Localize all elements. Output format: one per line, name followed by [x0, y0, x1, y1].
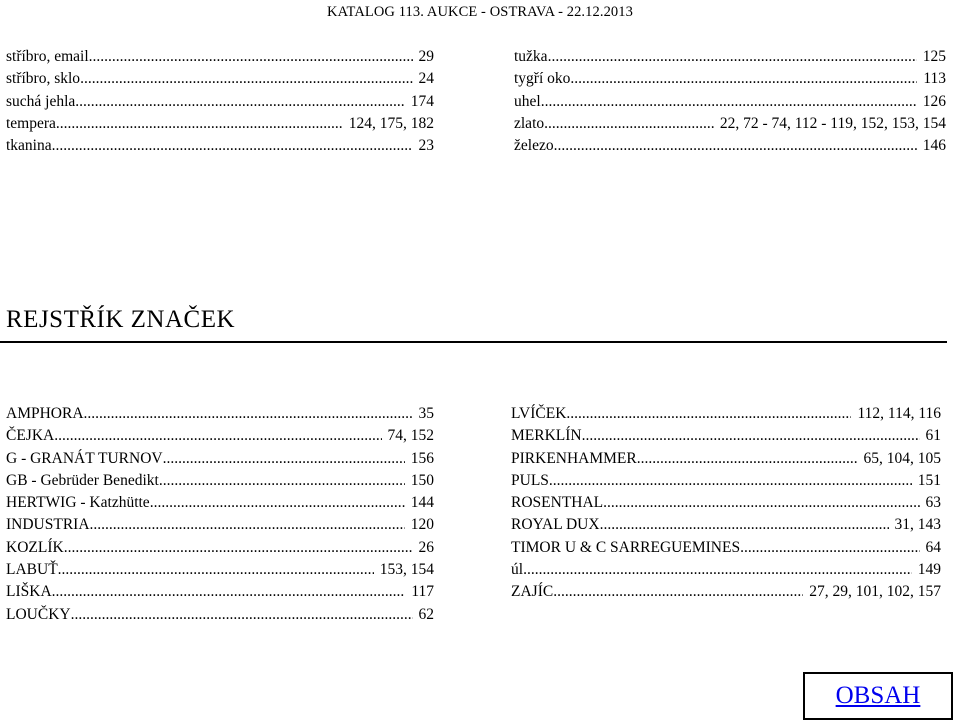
- index-entry: [511, 537, 941, 559]
- entry-term: železo: [514, 137, 554, 155]
- contents-link[interactable]: OBSAH: [835, 682, 921, 709]
- index-entry: [6, 581, 434, 603]
- entry-pages: 144: [410, 494, 434, 512]
- entry-pages: 35: [418, 405, 434, 422]
- dot-leader: [566, 403, 851, 425]
- index-entry: [514, 91, 946, 113]
- entry-pages: 150: [410, 471, 434, 489]
- index-entry: [514, 68, 946, 90]
- dot-leader: [637, 448, 858, 470]
- entry-pages: 126: [922, 92, 946, 110]
- dot-leader: [52, 581, 406, 603]
- entry-term: ROSENTHAL: [511, 494, 604, 512]
- entry-term: stříbro, email: [6, 48, 89, 65]
- index-entry: [6, 448, 434, 470]
- index-entry: [514, 135, 946, 157]
- entry-term: ČEJKA: [6, 427, 55, 445]
- entry-pages: 24: [418, 70, 434, 88]
- entry-pages: 63: [925, 494, 941, 512]
- dot-leader: [71, 604, 413, 626]
- dot-leader: [90, 514, 405, 536]
- entry-term: LVÍČEK: [511, 405, 567, 422]
- brands-column-right: [511, 403, 941, 604]
- entry-pages: 22, 72 - 74, 112 - 119, 152, 153, 154: [719, 114, 946, 132]
- entry-term: ROYAL DUX: [511, 516, 600, 534]
- catalog-header: KATALOG 113. AUKCE - OSTRAVA - 22.12.2013: [327, 4, 633, 20]
- entry-term: LIŠKA: [6, 583, 52, 601]
- dot-leader: [554, 135, 917, 157]
- entry-pages: 31, 143: [894, 516, 941, 534]
- entry-term: tkanina: [6, 137, 52, 155]
- index-entry: [511, 470, 941, 492]
- entry-pages: 29: [418, 48, 434, 65]
- section-divider: [0, 341, 947, 343]
- entry-pages: 151: [917, 471, 941, 489]
- entry-term: G - GRANÁT TURNOV: [6, 449, 163, 467]
- index-entry: [511, 514, 941, 536]
- entry-term: GB - Gebrüder Benedikt: [6, 471, 159, 489]
- entry-term: PULS: [511, 471, 549, 489]
- entry-term: úl: [511, 561, 524, 579]
- index-entry: [511, 425, 941, 447]
- entry-term: KOZLÍK: [6, 538, 64, 556]
- index-entry: [6, 91, 434, 113]
- entry-term: tempera: [6, 114, 56, 132]
- entry-term: zlato: [514, 114, 545, 132]
- entry-pages: 153, 154: [379, 561, 434, 579]
- dot-leader: [544, 113, 714, 135]
- dot-leader: [84, 403, 413, 425]
- index-entry: [514, 113, 946, 135]
- index-entry: [6, 559, 434, 581]
- dot-leader: [523, 559, 912, 581]
- dot-leader: [541, 91, 917, 113]
- entry-pages: 27, 29, 101, 102, 157: [809, 583, 941, 601]
- entry-term: ZAJÍC: [511, 583, 554, 601]
- index-entry: [6, 470, 434, 492]
- index-entry: [511, 403, 941, 425]
- dot-leader: [159, 470, 405, 492]
- materials-column-right: [514, 46, 946, 157]
- entry-pages: 125: [922, 48, 946, 65]
- index-entry: [6, 514, 434, 536]
- entry-term: MERKLÍN: [511, 427, 582, 445]
- index-entry: [511, 581, 941, 603]
- entry-pages: 117: [411, 583, 434, 601]
- dot-leader: [58, 559, 374, 581]
- dot-leader: [603, 492, 919, 514]
- entry-pages: 64: [925, 538, 941, 556]
- contents-link-box: [803, 672, 953, 720]
- entry-term: uhel: [514, 92, 541, 110]
- index-entry: [511, 448, 941, 470]
- entry-term: HERTWIG - Katzhütte: [6, 494, 150, 512]
- entry-pages: 65, 104, 105: [863, 449, 941, 467]
- index-entry: [6, 403, 434, 425]
- index-entry: [6, 113, 434, 135]
- entry-pages: 120: [410, 516, 434, 534]
- index-entry: [514, 46, 946, 68]
- dot-leader: [600, 514, 889, 536]
- index-entry: [6, 604, 434, 626]
- entry-pages: 26: [418, 538, 434, 556]
- entry-pages: 61: [925, 427, 941, 445]
- entry-term: INDUSTRIA: [6, 516, 90, 534]
- index-entry: [6, 46, 434, 68]
- dot-leader: [570, 68, 917, 90]
- entry-pages: 23: [418, 137, 434, 155]
- entry-pages: 113: [923, 70, 946, 88]
- dot-leader: [549, 470, 912, 492]
- entry-pages: 174: [410, 92, 434, 110]
- entry-term: tužka: [514, 48, 548, 65]
- section-title-brand-index: REJSTŘÍK ZNAČEK: [6, 306, 236, 333]
- dot-leader: [56, 113, 343, 135]
- dot-leader: [54, 425, 381, 447]
- dot-leader: [80, 68, 412, 90]
- index-entry: [6, 492, 434, 514]
- index-entry: [511, 492, 941, 514]
- entry-term: LOUČKY: [6, 605, 71, 623]
- entry-pages: 112, 114, 116: [857, 405, 941, 422]
- entry-pages: 62: [418, 605, 434, 623]
- entry-pages: 149: [917, 561, 941, 579]
- entry-pages: 124, 175, 182: [348, 114, 434, 132]
- entry-pages: 146: [922, 137, 946, 155]
- entry-term: TIMOR U & C SARREGUEMINES: [511, 538, 741, 556]
- dot-leader: [52, 135, 413, 157]
- brands-column-left: [6, 403, 434, 626]
- index-entry: [6, 68, 434, 90]
- entry-term: tygří oko: [514, 70, 571, 88]
- index-entry: [6, 135, 434, 157]
- dot-leader: [75, 91, 404, 113]
- entry-term: suchá jehla: [6, 92, 76, 110]
- entry-pages: 74, 152: [387, 427, 434, 445]
- index-entry: [511, 559, 941, 581]
- dot-leader: [89, 46, 413, 68]
- entry-term: LABUŤ: [6, 561, 58, 579]
- dot-leader: [740, 537, 919, 559]
- entry-term: PIRKENHAMMER: [511, 449, 637, 467]
- materials-column-left: [6, 46, 434, 157]
- entry-pages: 156: [410, 449, 434, 467]
- dot-leader: [64, 537, 413, 559]
- index-entry: [6, 425, 434, 447]
- entry-term: stříbro, sklo: [6, 70, 81, 88]
- dot-leader: [582, 425, 920, 447]
- dot-leader: [163, 448, 405, 470]
- entry-term: AMPHORA: [6, 405, 84, 422]
- dot-leader: [150, 492, 405, 514]
- index-entry: [6, 537, 434, 559]
- dot-leader: [548, 46, 917, 68]
- dot-leader: [553, 581, 803, 603]
